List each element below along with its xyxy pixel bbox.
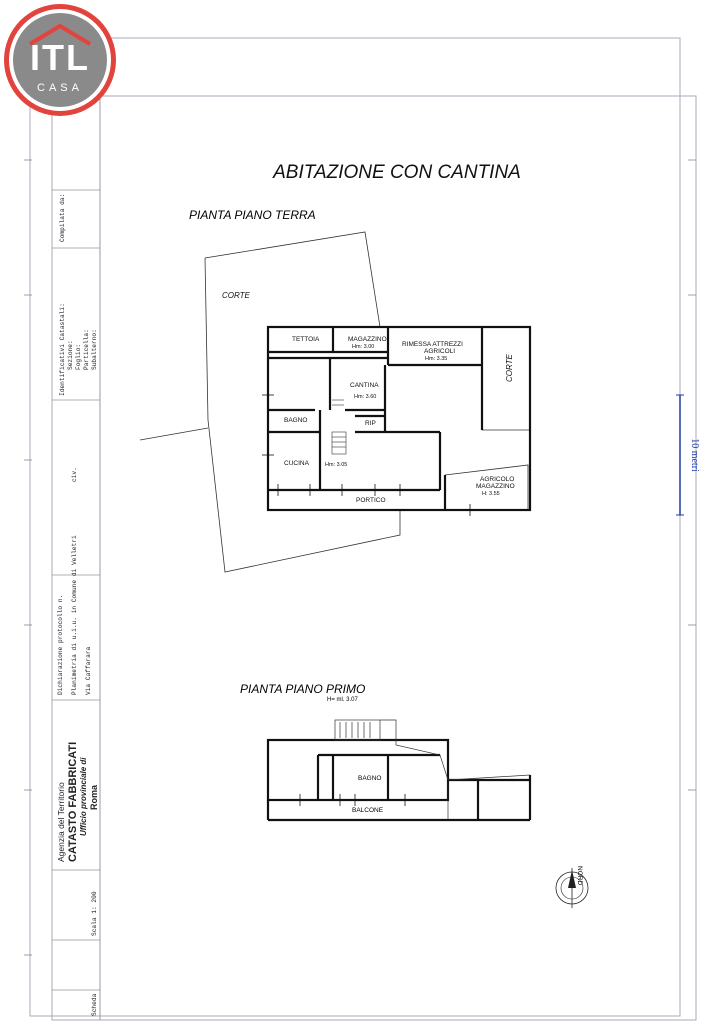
citta: Roma: [89, 784, 99, 810]
label-rimessa: RIMESSA ATTREZZI: [402, 341, 463, 348]
logo-letters: ITL: [30, 37, 90, 78]
label-magazzino-h: Hm: 3.00: [352, 344, 375, 350]
identificativi-sezione: Sezione:: [67, 340, 74, 370]
label-corte-left: CORTE: [222, 291, 250, 300]
label-magazzino: MAGAZZINO: [348, 336, 387, 343]
label-cantina-h: Hm: 3.60: [354, 394, 377, 400]
label-bagno-first: BAGNO: [358, 775, 382, 782]
label-balcone: BALCONE: [352, 807, 384, 814]
label-cucina: CUCINA: [284, 460, 309, 467]
dichiarazione: Dichiarazione protocollo n.: [57, 594, 64, 695]
cadastre-strip: [56, 194, 99, 1016]
logo-subtitle: CASA: [37, 82, 83, 94]
first-floor-heading: PIANTA PIANO PRIMO: [240, 682, 366, 696]
label-corte-right: CORTE: [505, 354, 514, 382]
identificativi-subalterno: Subalterno:: [91, 329, 98, 370]
label-magazzino2-h: H: 3.55: [482, 491, 500, 497]
first-floor-walls: [268, 740, 530, 820]
planimetria: Planimetria di u.i.u. in Comune di Velletri: [71, 535, 78, 695]
identificativi-title: Identificativi Catastali:: [59, 303, 66, 396]
civ: civ.: [71, 467, 78, 482]
first-floor-height: H= ml. 3.07: [327, 697, 358, 703]
agenzia: Agenzia del Territorio: [56, 782, 66, 862]
scala: Scala 1: 200: [91, 891, 98, 936]
label-cantina: CANTINA: [350, 382, 379, 389]
scale-bar-label: 10 metri: [689, 438, 700, 472]
compilata-da: Compilata da:: [59, 193, 66, 242]
identificativi-foglio: Foglio:: [75, 344, 82, 370]
ufficio: Ufficio provinciale di: [79, 757, 88, 836]
first-floor-thin: [335, 720, 530, 820]
label-rimessa-h: Hm: 3.35: [425, 356, 448, 362]
north-label: NORD: [576, 866, 583, 886]
north-arrow: [556, 866, 588, 908]
corte-outline: [140, 232, 530, 572]
scheda: Scheda: [91, 993, 98, 1016]
edge-ticks: [24, 160, 696, 955]
label-portico: PORTICO: [356, 497, 386, 504]
itl-casa-logo: [4, 4, 116, 116]
label-agricoli: AGRICOLI: [424, 348, 456, 355]
ground-floor-heading: PIANTA PIANO TERRA: [189, 208, 316, 222]
plan-title: ABITAZIONE CON CANTINA: [273, 162, 521, 183]
catasto: CATASTO FABBRICATI: [67, 741, 79, 862]
label-rip: RIP: [365, 420, 376, 427]
stair-ground: [332, 400, 346, 454]
label-tettoia: TETTOIA: [292, 336, 320, 343]
identificativi-particella: Particella:: [83, 329, 90, 370]
via: Via Caffarara: [85, 646, 92, 695]
label-cucina-h: Hm: 3.05: [325, 462, 348, 468]
label-bagno-ground: BAGNO: [284, 417, 308, 424]
label-magazzino2: MAGAZZINO: [476, 483, 515, 490]
label-agricolo: AGRICOLO: [480, 476, 515, 483]
sheet-frame: [30, 38, 696, 1020]
